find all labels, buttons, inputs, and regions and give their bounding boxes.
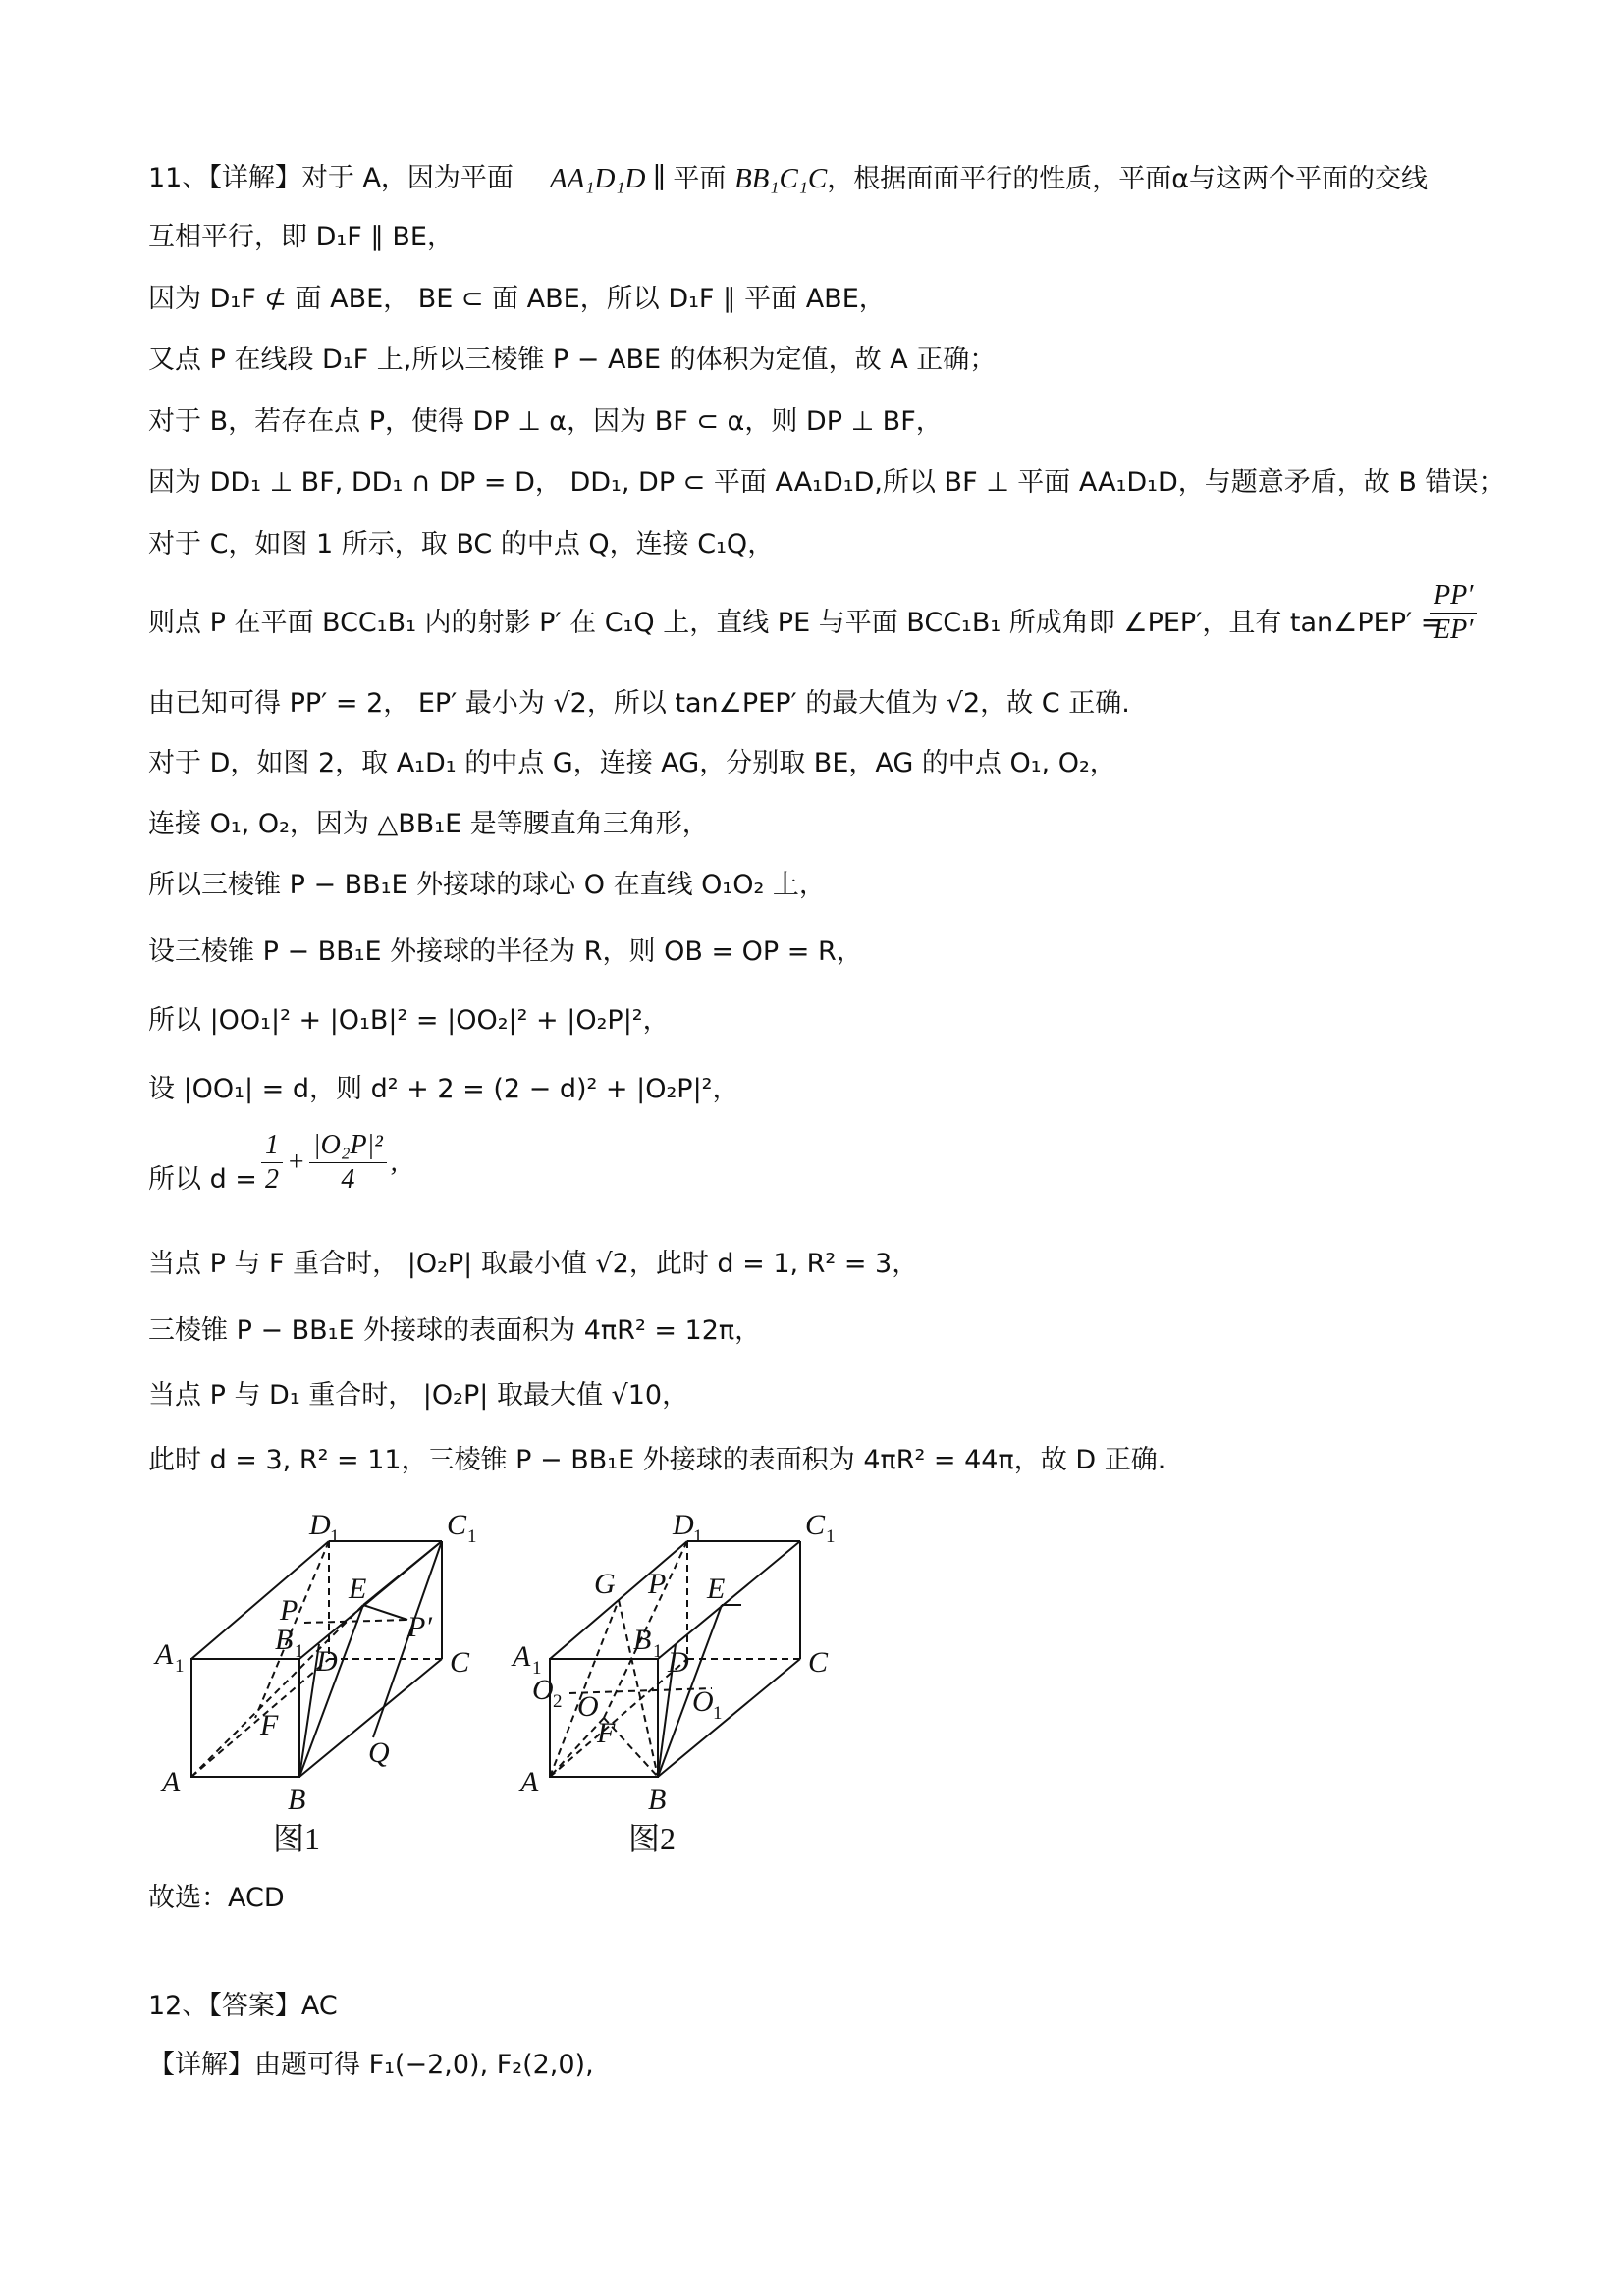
text-line: 此时 d = 3, R² = 11，三棱锥 P − BB₁E 外接球的表面积为 4πR² = 44π，故 D 正确. bbox=[148, 1445, 1166, 1475]
text-line-math: AA₁D₁D ∥ 平面 BB₁C₁C，根据面面平行的性质，平面α与这两个平面的交线 bbox=[550, 163, 1429, 194]
text-line: 所以三棱锥 P − BB₁E 外接球的球心 O 在直线 O₁O₂ 上， bbox=[148, 870, 826, 900]
figure-1 bbox=[147, 1497, 520, 1821]
fig1-label-Pprime: P′ bbox=[407, 1611, 432, 1643]
svg-text:1: 1 bbox=[532, 1658, 542, 1679]
text-line: 三棱锥 P − BB₁E 外接球的表面积为 4πR² = 12π， bbox=[148, 1315, 762, 1346]
fig1-label-D1: D bbox=[309, 1509, 331, 1541]
fig2-label-D1: D bbox=[673, 1509, 694, 1541]
fig1-label-A1: A bbox=[155, 1638, 174, 1671]
svg-text:1: 1 bbox=[653, 1641, 663, 1662]
text-line: 互相平行，即 D₁F ∥ BE， bbox=[148, 222, 454, 252]
text-line: 11、【详解】对于 A，因为平面 bbox=[148, 163, 514, 193]
text-line: 连接 O₁, O₂，因为 △BB₁E 是等腰直角三角形， bbox=[148, 809, 709, 839]
fig2-label-B1: B bbox=[633, 1624, 652, 1656]
figure-2-caption: 图2 bbox=[628, 1821, 677, 1856]
q12-detail: 【详解】由题可得 F₁(−2,0), F₂(2,0), bbox=[148, 2050, 594, 2080]
svg-text:2: 2 bbox=[553, 1691, 563, 1712]
svg-text:1: 1 bbox=[826, 1526, 836, 1547]
fig1-label-E: E bbox=[349, 1573, 367, 1605]
fraction-tan: $\frac{PP'}{EP'}$ bbox=[1426, 579, 1481, 647]
svg-text:1: 1 bbox=[693, 1526, 703, 1547]
text-line: 又点 P 在线段 D₁F 上,所以三棱锥 P − ABE 的体积为定值，故 A 正确； bbox=[148, 345, 997, 375]
text-line: 则点 P 在平面 BCC₁B₁ 内的射影 P′ 在 C₁Q 上，直线 PE 与平面 BCC₁B₁ 所成角即 ∠PEP′，且有 tan∠PEP′ = bbox=[148, 608, 1443, 638]
text-line: 所以 d = bbox=[148, 1164, 257, 1195]
svg-text:1: 1 bbox=[330, 1526, 340, 1547]
q12-answer: 12、【答案】AC bbox=[148, 1991, 338, 2021]
figure-1-caption: 图1 bbox=[273, 1821, 321, 1856]
figure-2 bbox=[511, 1497, 884, 1821]
fig1-label-C: C bbox=[450, 1646, 470, 1679]
text-line: 当点 P 与 F 重合时， |O₂P| 取最小值 √2，此时 d = 1, R² = 3， bbox=[148, 1249, 919, 1279]
text-line: 因为 DD₁ ⊥ BF, DD₁ ∩ DP = D， DD₁, DP ⊂ 平面 AA₁D₁D,所以 BF ⊥ 平面 AA₁D₁D，与题意矛盾，故 B 错误； bbox=[148, 467, 1505, 498]
svg-text:1: 1 bbox=[175, 1656, 185, 1677]
text-line: 设三棱锥 P − BB₁E 外接球的半径为 R，则 OB = OP = R， bbox=[148, 936, 863, 967]
fig2-label-G: G bbox=[594, 1568, 616, 1600]
svg-text:1: 1 bbox=[713, 1703, 723, 1724]
fig1-label-F: F bbox=[260, 1709, 279, 1741]
fig1-label-P: P bbox=[280, 1594, 298, 1627]
choice-line: 故选：ACD bbox=[148, 1883, 285, 1913]
text-line: 对于 C，如图 1 所示，取 BC 的中点 Q，连接 C₁Q， bbox=[148, 529, 775, 560]
fig2-label-O2: O bbox=[532, 1674, 554, 1706]
fig2-label-O: O bbox=[577, 1690, 599, 1723]
fig2-label-A: A bbox=[520, 1766, 539, 1798]
text-line: 对于 B，若存在点 P，使得 DP ⊥ α，因为 BF ⊂ α，则 DP ⊥ BF， bbox=[148, 406, 943, 437]
fraction-d: $\frac{1}{2}$ + $\frac{\text{|O₂P|²}}{4}$ , bbox=[257, 1129, 398, 1197]
text-line: 对于 D，如图 2，取 A₁D₁ 的中点 G，连接 AG，分别取 BE，AG 的中点 O₁, O₂， bbox=[148, 748, 1116, 778]
fig2-label-E: E bbox=[707, 1573, 726, 1605]
fig1-label-Q: Q bbox=[368, 1736, 390, 1769]
fig2-label-C: C bbox=[808, 1646, 829, 1679]
text-line: 设 |OO₁| = d，则 d² + 2 = (2 − d)² + |O₂P|²， bbox=[148, 1074, 739, 1104]
text-line: 当点 P 与 D₁ 重合时， |O₂P| 取最大值 √10， bbox=[148, 1380, 689, 1411]
svg-text:1: 1 bbox=[467, 1526, 477, 1547]
svg-text:1: 1 bbox=[295, 1641, 304, 1662]
fig1-label-B1: B bbox=[275, 1624, 294, 1656]
fig2-label-F: F bbox=[597, 1717, 616, 1749]
fig1-label-A: A bbox=[162, 1766, 181, 1798]
fig2-label-O1: O bbox=[692, 1685, 714, 1718]
fig1-label-B: B bbox=[288, 1784, 306, 1816]
fig2-label-C1: C bbox=[805, 1509, 826, 1541]
fig2-label-B: B bbox=[648, 1784, 667, 1816]
fig2-label-P: P bbox=[648, 1568, 667, 1600]
text-line: 由已知可得 PP′ = 2， EP′ 最小为 √2，所以 tan∠PEP′ 的最大值为 √2，故 C 正确. bbox=[148, 688, 1130, 719]
text-line: 所以 |OO₁|² + |O₁B|² = |OO₂|² + |O₂P|²， bbox=[148, 1005, 670, 1036]
fig2-label-D: D bbox=[668, 1646, 689, 1679]
fig1-label-C1: C bbox=[447, 1509, 467, 1541]
text-line: 因为 D₁F ⊄ 面 ABE， BE ⊂ 面 ABE，所以 D₁F ∥ 平面 ABE， bbox=[148, 284, 886, 314]
fig1-label-D: D bbox=[316, 1645, 338, 1678]
fig2-label-A1: A bbox=[513, 1640, 531, 1673]
